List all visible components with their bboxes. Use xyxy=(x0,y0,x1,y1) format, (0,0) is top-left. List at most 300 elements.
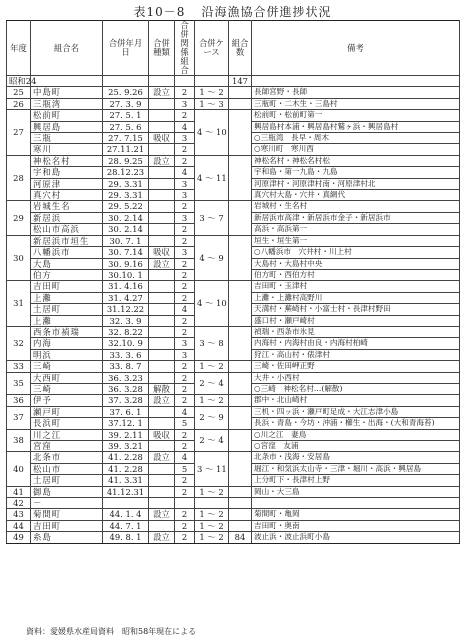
kind-cell xyxy=(149,349,175,360)
related-cell: 3 xyxy=(175,338,195,349)
note-cell: ○寒川町 寒川西 xyxy=(252,144,460,155)
related-cell: 4 xyxy=(175,167,195,178)
related-cell: 4 xyxy=(175,406,195,417)
table-row xyxy=(7,406,460,417)
year-cell: 49 xyxy=(7,532,31,543)
related-cell: 2 xyxy=(175,326,195,337)
related-cell: 2 xyxy=(175,144,195,155)
date-cell: 39. 2.11 xyxy=(103,429,149,440)
note-cell: 伯方町・西伯方村 xyxy=(252,269,460,280)
related-cell: 2 xyxy=(175,258,195,269)
date-cell: 27. 7.15 xyxy=(103,133,149,144)
kind-cell xyxy=(149,441,175,452)
note-cell: 神松名村・神松名村松 xyxy=(252,155,460,166)
note-cell: ○川之江 妻鳥 xyxy=(252,429,460,440)
year-cell: 30 xyxy=(7,235,31,281)
date-cell: 41. 2.28 xyxy=(103,463,149,474)
name-cell: 新居浜 xyxy=(31,212,103,223)
name-cell: 吉田町 xyxy=(31,281,103,292)
date-cell: 32. 8.22 xyxy=(103,326,149,337)
kind-cell: 設立 xyxy=(149,532,175,543)
col-header-kind: 合併種類 xyxy=(149,21,175,76)
kind-cell xyxy=(149,144,175,155)
date-cell: 27. 5. 6 xyxy=(103,121,149,132)
related-cell: 2 xyxy=(175,395,195,406)
name-cell: 岩城生名 xyxy=(31,201,103,212)
related-cell: 3 xyxy=(175,349,195,360)
note-cell: 岩城村・生名村 xyxy=(252,201,460,212)
kind-cell: 吸収 xyxy=(149,247,175,258)
name-cell: 土居町 xyxy=(31,475,103,486)
table-row xyxy=(7,326,460,337)
kind-cell: 設立 xyxy=(149,258,175,269)
table-row xyxy=(7,235,460,246)
name-cell: 大西町 xyxy=(31,372,103,383)
case-cell: 4 ～ 10 xyxy=(195,110,229,156)
date-cell xyxy=(103,498,149,509)
related-cell: 2 xyxy=(175,269,195,280)
note-cell: 郡中・北山崎村 xyxy=(252,395,460,406)
name-cell: 河原津 xyxy=(31,178,103,189)
kind-cell xyxy=(149,212,175,223)
col-header-related: 合併関係組合 xyxy=(175,21,195,76)
date-cell: 31. 4.27 xyxy=(103,292,149,303)
related-cell: 2 xyxy=(175,235,195,246)
date-cell: 29. 3.31 xyxy=(103,190,149,201)
table-row xyxy=(7,76,460,87)
kind-cell xyxy=(149,304,175,315)
count-cell xyxy=(229,372,252,395)
year-cell: 28 xyxy=(7,155,31,201)
table-row xyxy=(7,452,460,463)
year-cell: 26 xyxy=(7,98,31,109)
table-row xyxy=(7,532,460,543)
related-cell: 2 xyxy=(175,532,195,543)
table-row xyxy=(7,155,460,166)
table-row xyxy=(7,509,460,520)
related-cell: 2 xyxy=(175,509,195,520)
table-caption: 沿海漁協合併進捗状況 xyxy=(201,5,332,19)
note-cell: 真穴村大島・穴井・真網代 xyxy=(252,190,460,201)
table-body xyxy=(7,76,460,544)
year-cell: 29 xyxy=(7,201,31,235)
date-cell: 30.10. 1 xyxy=(103,269,149,280)
name-cell: 松山市 xyxy=(31,463,103,474)
kind-cell xyxy=(149,418,175,429)
col-header-year: 年度 xyxy=(7,21,31,76)
date-cell: 41.12.31 xyxy=(103,486,149,497)
date-cell: 49. 8. 1 xyxy=(103,532,149,543)
date-cell: 31. 4.16 xyxy=(103,281,149,292)
date-cell: 29. 5.22 xyxy=(103,201,149,212)
name-cell: 伊予 xyxy=(31,395,103,406)
date-cell xyxy=(103,76,149,87)
date-cell: 44. 1. 4 xyxy=(103,509,149,520)
related-cell: 2 xyxy=(175,292,195,303)
kind-cell xyxy=(149,167,175,178)
name-cell xyxy=(31,76,103,87)
note-cell: 三机・四ッ浜・瀬戸町足成・大江志津小島 xyxy=(252,406,460,417)
note-cell: 興居島村本浦・興居島村鷲ヶ浜・興居島村 xyxy=(252,121,460,132)
case-cell: 3 ～ 11 xyxy=(195,452,229,486)
count-cell: 147 xyxy=(229,76,252,87)
related-cell: 2 xyxy=(175,372,195,383)
kind-cell xyxy=(149,372,175,383)
related-cell: 2 xyxy=(175,315,195,326)
table-row xyxy=(7,520,460,531)
note-cell: 高浜・高浜第一 xyxy=(252,224,460,235)
name-cell: 松前町 xyxy=(31,110,103,121)
case-cell: 3 ～ 8 xyxy=(195,326,229,360)
note-cell: 松前町・松前町第一 xyxy=(252,110,460,121)
year-cell: 41 xyxy=(7,486,31,497)
related-cell: 3 xyxy=(175,212,195,223)
count-cell xyxy=(229,520,252,531)
name-cell: 北条市 xyxy=(31,452,103,463)
name-cell: 御島 xyxy=(31,486,103,497)
name-cell: 神松名村 xyxy=(31,155,103,166)
name-cell: 長浜町 xyxy=(31,418,103,429)
related-cell: 3 xyxy=(175,133,195,144)
case-cell: 1 ～ 3 xyxy=(195,98,229,109)
count-cell xyxy=(229,361,252,372)
year-cell: 35 xyxy=(7,372,31,395)
related-cell: 2 xyxy=(175,429,195,440)
date-cell: 30. 2.14 xyxy=(103,224,149,235)
name-cell: 大島 xyxy=(31,258,103,269)
note-cell: 長師宮野・長師 xyxy=(252,87,460,98)
count-cell xyxy=(229,235,252,281)
name-cell: － xyxy=(31,498,103,509)
name-cell: 真穴村 xyxy=(31,190,103,201)
case-cell: 1 ～ 2 xyxy=(195,509,229,520)
note-cell: 新居浜市高津・新居浜市金子・新居浜市 xyxy=(252,212,460,223)
kind-cell xyxy=(149,326,175,337)
count-cell xyxy=(229,281,252,327)
related-cell: 2 xyxy=(175,87,195,98)
date-cell: 30. 7. 1 xyxy=(103,235,149,246)
col-header-note: 備考 xyxy=(252,21,460,76)
count-cell xyxy=(229,452,252,486)
year-cell: 42 xyxy=(7,498,31,509)
related-cell: 3 xyxy=(175,247,195,258)
col-header-name: 組合名 xyxy=(31,21,103,76)
name-cell: 寒川 xyxy=(31,144,103,155)
kind-cell xyxy=(149,224,175,235)
note-cell: 菊間町・亀岡 xyxy=(252,509,460,520)
case-cell xyxy=(195,76,229,87)
note-cell: 大島村・大島村中央 xyxy=(252,258,460,269)
date-cell: 27.11.21 xyxy=(103,144,149,155)
name-cell: 松山市高浜 xyxy=(31,224,103,235)
case-cell: 1 ～ 2 xyxy=(195,486,229,497)
date-cell: 41. 3.31 xyxy=(103,475,149,486)
note-cell: 長浜・青島・今坊・沖浦・櫛生・出海・(大和青海苔) xyxy=(252,418,460,429)
count-cell xyxy=(229,486,252,497)
kind-cell: 設立 xyxy=(149,155,175,166)
note-cell: 狩江・高山村・俵津村 xyxy=(252,349,460,360)
name-cell: 三崎 xyxy=(31,361,103,372)
note-cell: 河原津村・河原津村南・河原津村北 xyxy=(252,178,460,189)
col-header-date: 合併年月日 xyxy=(103,21,149,76)
year-cell: 37 xyxy=(7,406,31,429)
case-cell: 3 ～ 7 xyxy=(195,201,229,235)
date-cell: 32.10. 9 xyxy=(103,338,149,349)
note-cell: 吉田町・玉津村 xyxy=(252,281,460,292)
count-cell xyxy=(229,429,252,452)
count-cell xyxy=(229,326,252,360)
related-cell: 2 xyxy=(175,475,195,486)
kind-cell xyxy=(149,315,175,326)
table-row xyxy=(7,486,460,497)
year-cell: 36 xyxy=(7,395,31,406)
date-cell: 25. 9.26 xyxy=(103,87,149,98)
table-row xyxy=(7,110,460,121)
count-cell xyxy=(229,98,252,109)
case-cell: 4 ～ 10 xyxy=(195,281,229,327)
year-cell: 43 xyxy=(7,509,31,520)
date-cell: 28.12.23 xyxy=(103,167,149,178)
year-cell: 25 xyxy=(7,87,31,98)
name-cell: 新居浜市垣生 xyxy=(31,235,103,246)
name-cell: 内海 xyxy=(31,338,103,349)
year-cell: 昭和24 xyxy=(7,76,31,87)
kind-cell xyxy=(149,269,175,280)
kind-cell xyxy=(149,110,175,121)
note-cell: 波止浜・波止浜町小島 xyxy=(252,532,460,543)
kind-cell xyxy=(149,292,175,303)
note-cell: 盛口村・瀬戸崎村 xyxy=(252,315,460,326)
table-row xyxy=(7,98,460,109)
kind-cell: 設立 xyxy=(149,452,175,463)
note-cell: ○三崎 神松名村…(解散) xyxy=(252,383,460,394)
case-cell: 4 ～ 11 xyxy=(195,155,229,201)
date-cell: 37. 6. 1 xyxy=(103,406,149,417)
related-cell: 4 xyxy=(175,304,195,315)
table-row xyxy=(7,87,460,98)
related-cell: 3 xyxy=(175,190,195,201)
date-cell: 36. 3.28 xyxy=(103,383,149,394)
name-cell: 西条市禎瑞 xyxy=(31,326,103,337)
note-cell: 内海村・内海村由良・内海村柏崎 xyxy=(252,338,460,349)
kind-cell: 設立 xyxy=(149,395,175,406)
name-cell: 糸島 xyxy=(31,532,103,543)
date-cell: 28. 9.25 xyxy=(103,155,149,166)
kind-cell xyxy=(149,498,175,509)
kind-cell xyxy=(149,463,175,474)
name-cell: 上灘 xyxy=(31,315,103,326)
related-cell: 5 xyxy=(175,463,195,474)
kind-cell xyxy=(149,475,175,486)
related-cell: 5 xyxy=(175,418,195,429)
kind-cell xyxy=(149,281,175,292)
case-cell: 1 ～ 2 xyxy=(195,361,229,372)
date-cell: 33. 3. 6 xyxy=(103,349,149,360)
count-cell xyxy=(229,406,252,429)
name-cell: 吉田町 xyxy=(31,520,103,531)
table-row xyxy=(7,429,460,440)
table-row xyxy=(7,281,460,292)
date-cell: 27. 3. 9 xyxy=(103,98,149,109)
related-cell xyxy=(175,76,195,87)
note-cell: 上灘・上灘村高野川 xyxy=(252,292,460,303)
case-cell: 1 ～ 2 xyxy=(195,532,229,543)
case-cell: 2 ～ 4 xyxy=(195,429,229,452)
kind-cell: 設立 xyxy=(149,509,175,520)
count-cell xyxy=(229,509,252,520)
note-cell: 三瓶町・二木生・三島村 xyxy=(252,98,460,109)
count-cell xyxy=(229,110,252,156)
date-cell: 32. 3. 9 xyxy=(103,315,149,326)
date-cell: 27. 5. 1 xyxy=(103,110,149,121)
note-cell: ○八幡浜市 穴井村・川上村 xyxy=(252,247,460,258)
table-row xyxy=(7,201,460,212)
date-cell: 41. 2.28 xyxy=(103,452,149,463)
case-cell: 1 ～ 2 xyxy=(195,395,229,406)
related-cell xyxy=(175,498,195,509)
related-cell: 3 xyxy=(175,178,195,189)
kind-cell xyxy=(149,121,175,132)
note-cell: 北条市・浅海・安居島 xyxy=(252,452,460,463)
table-number: 表10－8 xyxy=(133,5,186,19)
note-cell: ○三瓶湾 長早・周木 xyxy=(252,133,460,144)
name-cell: 土居町 xyxy=(31,304,103,315)
note-cell: ○宮窪 友浦 xyxy=(252,441,460,452)
case-cell xyxy=(195,498,229,509)
case-cell: 1 ～ 2 xyxy=(195,520,229,531)
table-title xyxy=(0,3,465,20)
date-cell: 36. 3.23 xyxy=(103,372,149,383)
date-cell: 30. 9.16 xyxy=(103,258,149,269)
col-header-count: 組合数 xyxy=(229,21,252,76)
note-cell: 三崎・佐田岬正野 xyxy=(252,361,460,372)
table-row xyxy=(7,498,460,509)
table-row xyxy=(7,395,460,406)
name-cell: 伯方 xyxy=(31,269,103,280)
merger-table xyxy=(6,20,460,544)
kind-cell xyxy=(149,178,175,189)
date-cell: 39. 3.21 xyxy=(103,441,149,452)
name-cell: 川之江 xyxy=(31,429,103,440)
kind-cell xyxy=(149,201,175,212)
related-cell: 2 xyxy=(175,441,195,452)
case-cell: 2 ～ 4 xyxy=(195,372,229,395)
kind-cell xyxy=(149,361,175,372)
table-row xyxy=(7,372,460,383)
note-cell: 禎瑞・西条市氷見 xyxy=(252,326,460,337)
year-cell: 32 xyxy=(7,326,31,360)
related-cell: 2 xyxy=(175,486,195,497)
related-cell: 4 xyxy=(175,452,195,463)
year-cell: 31 xyxy=(7,281,31,327)
kind-cell xyxy=(149,98,175,109)
date-cell: 30. 7.14 xyxy=(103,247,149,258)
count-cell xyxy=(229,498,252,509)
year-cell: 38 xyxy=(7,429,31,452)
kind-cell: 吸収 xyxy=(149,429,175,440)
note-cell: 上分町下・長津村上野 xyxy=(252,475,460,486)
note-cell xyxy=(252,76,460,87)
date-cell: 31.12.22 xyxy=(103,304,149,315)
kind-cell: 吸収 xyxy=(149,133,175,144)
name-cell: 興居島 xyxy=(31,121,103,132)
source-note: 資料：愛媛県水産局資料 昭和58年現在による xyxy=(26,627,197,636)
count-cell: 84 xyxy=(229,532,252,543)
count-cell xyxy=(229,155,252,201)
name-cell: 中島町 xyxy=(31,87,103,98)
kind-cell xyxy=(149,235,175,246)
date-cell: 37.12. 1 xyxy=(103,418,149,429)
kind-cell xyxy=(149,338,175,349)
case-cell: 4 ～ 9 xyxy=(195,235,229,281)
note-cell xyxy=(252,498,460,509)
note-cell: 天満村・蕪崎村・小富士村・長津村野田 xyxy=(252,304,460,315)
kind-cell xyxy=(149,520,175,531)
related-cell: 2 xyxy=(175,281,195,292)
related-cell: 2 xyxy=(175,361,195,372)
name-cell: 明浜 xyxy=(31,349,103,360)
name-cell: 瀬戸町 xyxy=(31,406,103,417)
date-cell: 44. 7. 1 xyxy=(103,520,149,531)
note-cell: 宇和島・第一九島・九島 xyxy=(252,167,460,178)
note-cell: 堀江・和気浜太山寺・三津・堀川・高浜・興居島 xyxy=(252,463,460,474)
header-row xyxy=(7,21,460,76)
name-cell: 宮窪 xyxy=(31,441,103,452)
col-header-case: 合併ケース xyxy=(195,21,229,76)
related-cell: 2 xyxy=(175,224,195,235)
related-cell: 2 xyxy=(175,110,195,121)
related-cell: 2 xyxy=(175,201,195,212)
related-cell: 2 xyxy=(175,383,195,394)
count-cell xyxy=(229,87,252,98)
date-cell: 33. 8. 7 xyxy=(103,361,149,372)
case-cell: 2 ～ 9 xyxy=(195,406,229,429)
name-cell: 八幡浜市 xyxy=(31,247,103,258)
year-cell: 44 xyxy=(7,520,31,531)
table-row xyxy=(7,361,460,372)
related-cell: 4 xyxy=(175,121,195,132)
kind-cell xyxy=(149,76,175,87)
date-cell: 29. 3.31 xyxy=(103,178,149,189)
related-cell: 2 xyxy=(175,155,195,166)
kind-cell: 解散 xyxy=(149,383,175,394)
count-cell xyxy=(229,395,252,406)
related-cell: 3 xyxy=(175,98,195,109)
note-cell: 垣生・垣生第一 xyxy=(252,235,460,246)
note-cell: 岡山・大三島 xyxy=(252,486,460,497)
name-cell: 三瓶 xyxy=(31,133,103,144)
name-cell: 三崎 xyxy=(31,383,103,394)
count-cell xyxy=(229,201,252,235)
name-cell: 菊間町 xyxy=(31,509,103,520)
year-cell: 40 xyxy=(7,452,31,486)
case-cell: 1 ～ 2 xyxy=(195,87,229,98)
name-cell: 上灘 xyxy=(31,292,103,303)
name-cell: 宇和島 xyxy=(31,167,103,178)
date-cell: 30. 2.14 xyxy=(103,212,149,223)
year-cell: 27 xyxy=(7,110,31,156)
kind-cell xyxy=(149,190,175,201)
kind-cell xyxy=(149,406,175,417)
related-cell: 2 xyxy=(175,520,195,531)
year-cell: 33 xyxy=(7,361,31,372)
kind-cell: 設立 xyxy=(149,87,175,98)
kind-cell xyxy=(149,486,175,497)
name-cell: 三瓶湾 xyxy=(31,98,103,109)
date-cell: 37. 3.28 xyxy=(103,395,149,406)
note-cell: 吉田町・奥南 xyxy=(252,520,460,531)
note-cell: 大井・小西村 xyxy=(252,372,460,383)
